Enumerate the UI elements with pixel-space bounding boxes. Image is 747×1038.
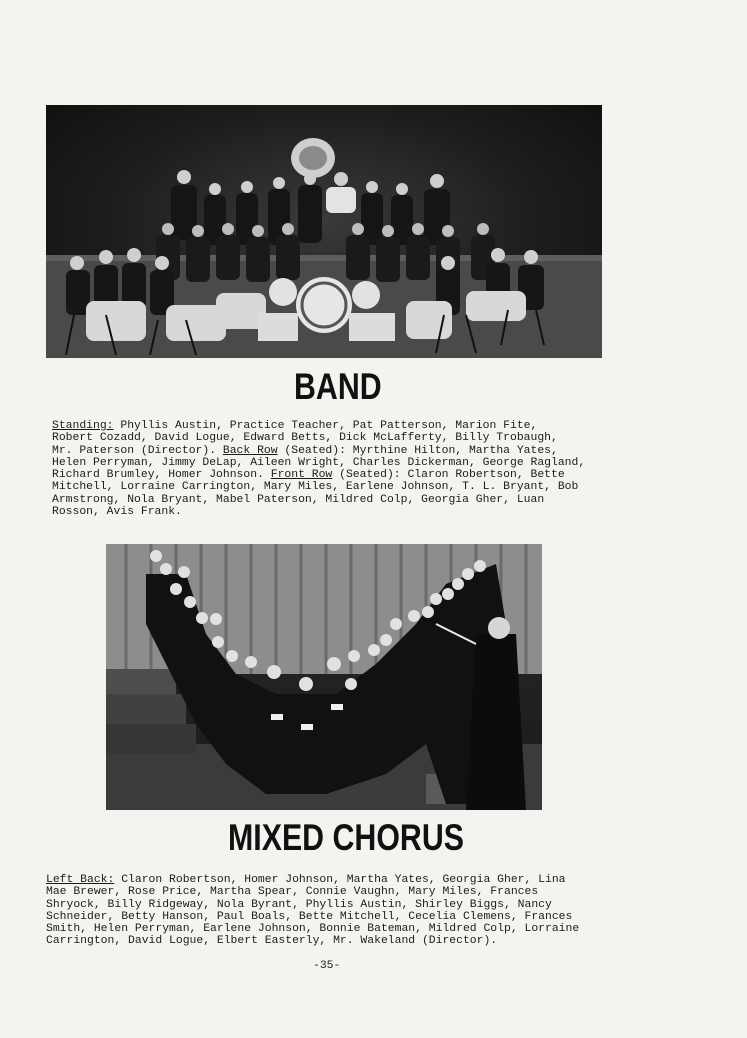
left-back-label: Left Back: <box>46 874 115 886</box>
band-photo <box>46 105 602 358</box>
mixed-chorus-heading: MIXED CHORUS <box>228 817 465 858</box>
band-caption: Standing: Phyllis Austin, Practice Teacher, Pat Patterson, Marion Fite, Robert Cozadd, David Logue, Edward Betts, Dick McLafferty, Billy Trobaugh, Mr. Paterson (Director). Back Row (Seated): Myrthine Hilton, Martha Yates, Helen Perryman, Jimmy DeLap, Aileen Wright, Charles Dickerman, George Ragland, Richard Brumley, Homer Johnson. Front Row (Seated): Claron Robertson, Bette Mitchell, Lorraine Carrington, Mary Miles, Earlene Johnson, T. L. Bryant, Bob Armstrong, Nola Bryant, Mabel Paterson, Mildred Colp, Georgia Gher, Luan Rosson, Avis Frank. <box>52 420 586 519</box>
band-heading: BAND <box>294 366 382 407</box>
chorus-photo <box>106 544 542 810</box>
page-number: -35- <box>313 960 341 972</box>
chorus-caption: Left Back: Claron Robertson, Homer Johnson, Martha Yates, Georgia Gher, Lina Mae Brewer, Rose Price, Martha Spear, Connie Vaughn, Mary Miles, Frances Shryock, Billy Ridgeway, Nola Byrant, Phyllis Austin, Shirley Biggs, Nancy Schneider, Betty Hanson, Paul Boals, Bette Mitchell, Cecelia Clemens, Frances Smith, Helen Perryman, Earlene Johnson, Bonnie Bateman, Mildred Colp, Lorraine Carrington, David Logue, Elbert Easterly, Mr. Wakeland (Director). <box>46 874 580 948</box>
back-row-label: Back Row <box>222 444 278 457</box>
standing-label: Standing: <box>52 420 114 432</box>
front-row-label: Front Row <box>270 469 333 482</box>
